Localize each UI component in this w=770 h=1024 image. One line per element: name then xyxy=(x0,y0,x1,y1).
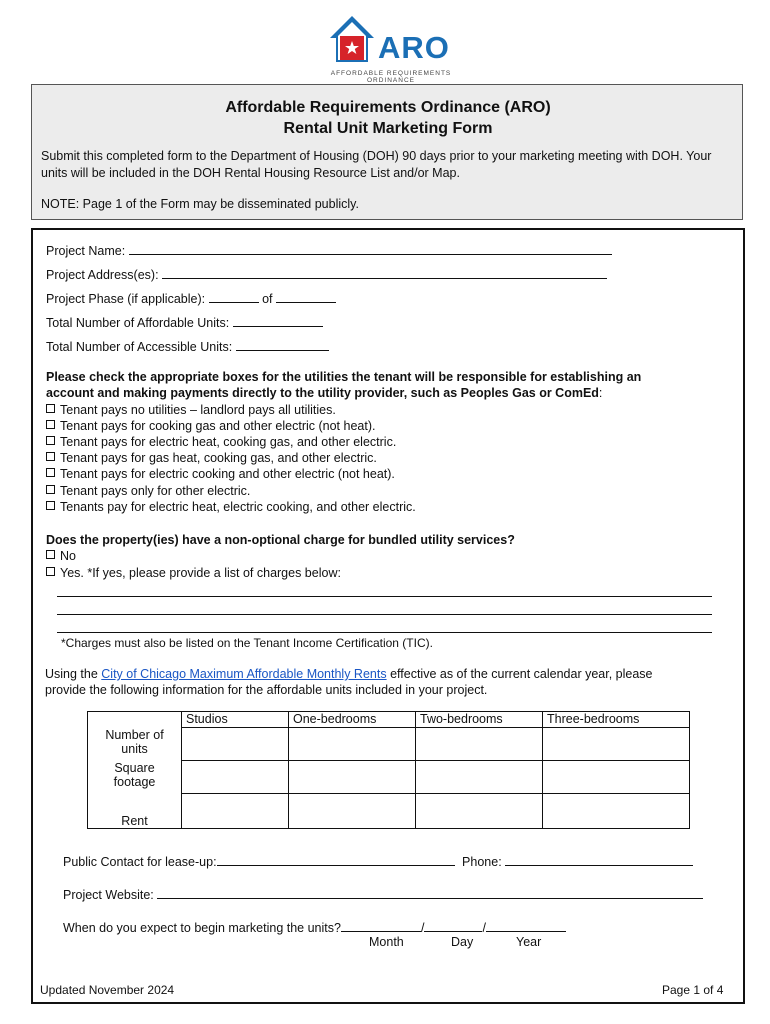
column-header: Three-bedrooms xyxy=(543,712,690,728)
utility-option[interactable] xyxy=(46,403,336,417)
accessible-units-row xyxy=(46,338,329,354)
utility-option[interactable] xyxy=(46,484,250,498)
table-header-row xyxy=(88,712,690,728)
checkbox-icon[interactable] xyxy=(46,436,55,445)
utilities-prompt-line2: account and making payments directly to the utility provider, such as Peoples Gas or ComEd xyxy=(46,386,599,400)
bundled-no-label: No xyxy=(60,549,76,563)
phone-field[interactable] xyxy=(505,853,693,866)
project-name-row xyxy=(46,242,612,258)
utility-option[interactable] xyxy=(46,451,377,465)
bundled-yes-label: Yes. *If yes, please provide a list of charges below: xyxy=(60,566,341,580)
table-cell[interactable] xyxy=(543,728,690,761)
checkbox-icon[interactable] xyxy=(46,468,55,477)
charges-line[interactable] xyxy=(57,614,712,615)
bundled-question: Does the property(ies) have a non-optional charge for bundled utility services? xyxy=(46,533,515,547)
affordable-units-field[interactable] xyxy=(233,314,323,327)
date-separator: / xyxy=(420,921,425,935)
project-name-field[interactable] xyxy=(129,242,612,255)
utility-option[interactable] xyxy=(46,500,416,514)
project-address-label: Project Address(es): xyxy=(46,268,159,282)
intro-text: Submit this completed form to the Department of Housing (DOH) 90 days prior to your marketing meeting with DOH. Your units will be included in the DOH Rental Housing Resource List and/or Map. xyxy=(41,149,712,180)
accessible-units-label: Total Number of Accessible Units: xyxy=(46,340,233,354)
table-cell[interactable] xyxy=(182,728,289,761)
table-cell[interactable] xyxy=(289,728,416,761)
project-address-field[interactable] xyxy=(162,266,607,279)
marketing-date-row xyxy=(63,919,566,935)
column-header: Two-bedrooms xyxy=(416,712,543,728)
project-name-label: Project Name: xyxy=(46,244,126,258)
utilities-prompt-line2-row xyxy=(46,386,602,400)
table-cell[interactable] xyxy=(416,794,543,829)
affordable-units-label: Total Number of Affordable Units: xyxy=(46,316,230,330)
row-label: Number of units xyxy=(88,728,182,761)
house-icon xyxy=(328,14,376,64)
form-header xyxy=(31,84,743,220)
project-phase-total-field[interactable] xyxy=(276,290,336,303)
table-row xyxy=(88,728,690,761)
checkbox-icon[interactable] xyxy=(46,420,55,429)
utility-option-label: Tenant pays for cooking gas and other electric (not heat). xyxy=(60,419,376,433)
aro-logo xyxy=(306,14,476,84)
charges-footnote: *Charges must also be listed on the Tenant Income Certification (TIC). xyxy=(61,636,433,650)
day-caption: Day xyxy=(451,935,474,949)
public-contact-row xyxy=(63,853,693,869)
month-field[interactable] xyxy=(341,919,421,932)
utility-option-label: Tenant pays no utilities – landlord pays all utilities. xyxy=(60,403,336,417)
table-cell[interactable] xyxy=(182,794,289,829)
bundled-no-option[interactable] xyxy=(46,549,76,563)
row-label: Rent xyxy=(88,794,182,829)
project-phase-row xyxy=(46,290,336,306)
table-row xyxy=(88,761,690,794)
table-cell[interactable] xyxy=(182,761,289,794)
utility-option-label: Tenant pays only for other electric. xyxy=(60,484,251,498)
utility-option-label: Tenant pays for gas heat, cooking gas, and other electric. xyxy=(60,451,377,465)
year-caption: Year xyxy=(516,935,542,949)
logo-tagline: AFFORDABLE REQUIREMENTS ORDINANCE xyxy=(330,70,452,84)
bundled-yes-option[interactable] xyxy=(46,566,341,580)
utilities-prompt-colon: : xyxy=(598,386,603,400)
updated-date: Updated November 2024 xyxy=(40,983,175,997)
utility-option-label: Tenant pays for electric heat, cooking gas, and other electric. xyxy=(60,435,397,449)
date-separator: / xyxy=(482,921,486,935)
checkbox-icon[interactable] xyxy=(46,550,55,559)
affordable-units-row xyxy=(46,314,323,330)
checkbox-icon[interactable] xyxy=(46,452,55,461)
month-caption: Month xyxy=(369,935,404,949)
table-cell[interactable] xyxy=(289,794,416,829)
public-contact-field[interactable] xyxy=(217,853,455,866)
rents-rest: effective as of the current calendar year, please xyxy=(386,667,653,681)
note-text: NOTE: Page 1 of the Form may be disseminated publicly. xyxy=(41,197,359,211)
year-field[interactable] xyxy=(486,919,566,932)
table-cell[interactable] xyxy=(543,761,690,794)
charges-line[interactable] xyxy=(57,632,712,633)
table-cell[interactable] xyxy=(416,728,543,761)
column-header: One-bedrooms xyxy=(289,712,416,728)
charges-line[interactable] xyxy=(57,596,712,597)
page-number: Page 1 of 4 xyxy=(662,983,724,997)
rents-text-line2: provide the following information for the affordable units included in your project. xyxy=(45,683,488,697)
website-row xyxy=(63,886,703,902)
project-phase-field[interactable] xyxy=(209,290,259,303)
max-rents-link[interactable]: City of Chicago Maximum Affordable Monthly Rents xyxy=(101,667,387,681)
table-corner xyxy=(88,712,182,728)
table-cell[interactable] xyxy=(416,761,543,794)
utilities-prompt-line1: Please check the appropriate boxes for the utilities the tenant will be responsible for establishing an xyxy=(46,370,642,384)
rents-lead: Using the xyxy=(45,667,102,681)
utility-option[interactable] xyxy=(46,419,375,433)
utility-option-label: Tenants pay for electric heat, electric cooking, and other electric. xyxy=(60,500,416,514)
day-field[interactable] xyxy=(424,919,482,932)
checkbox-icon[interactable] xyxy=(46,567,55,576)
marketing-date-label: When do you expect to begin marketing the units? xyxy=(63,921,341,935)
accessible-units-field[interactable] xyxy=(236,338,329,351)
website-label: Project Website: xyxy=(63,888,154,902)
project-address-row xyxy=(46,266,607,282)
checkbox-icon[interactable] xyxy=(46,485,55,494)
table-row xyxy=(88,794,690,829)
checkbox-icon[interactable] xyxy=(46,404,55,413)
form-subtitle: Rental Unit Marketing Form xyxy=(283,120,493,137)
logo-brand: ARO xyxy=(378,30,450,65)
table-cell[interactable] xyxy=(289,761,416,794)
public-contact-label: Public Contact for lease-up: xyxy=(63,855,217,869)
table-cell[interactable] xyxy=(543,794,690,829)
row-label: Square footage xyxy=(88,761,182,794)
phone-label: Phone: xyxy=(462,855,502,869)
project-phase-label: Project Phase (if applicable): xyxy=(46,292,206,306)
utility-option[interactable] xyxy=(46,467,395,481)
website-field[interactable] xyxy=(157,886,703,899)
form-title: Affordable Requirements Ordinance (ARO) xyxy=(225,99,551,116)
units-table xyxy=(87,711,690,829)
column-header: Studios xyxy=(182,712,289,728)
utility-option[interactable] xyxy=(46,435,396,449)
checkbox-icon[interactable] xyxy=(46,501,55,510)
utility-option-label: Tenant pays for electric cooking and other electric (not heat). xyxy=(60,467,395,481)
rents-text-line1 xyxy=(45,667,653,681)
project-phase-of: of xyxy=(262,292,273,306)
